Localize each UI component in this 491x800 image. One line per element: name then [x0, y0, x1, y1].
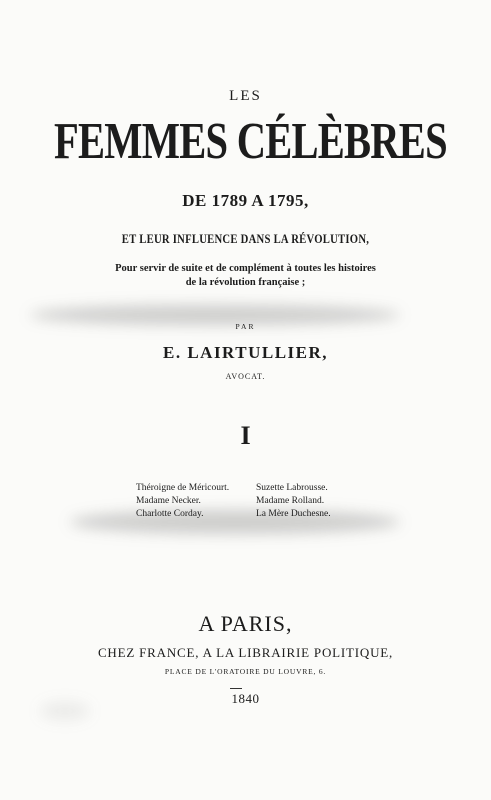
description-line: de la révolution française ; [185, 277, 306, 288]
contents-item: Madame Rolland. [256, 496, 325, 506]
publisher-address: PLACE DE L'ORATOIRE DU LOUVRE, 6. [164, 667, 327, 676]
title-article: LES [229, 88, 262, 104]
title-dates: DE 1789 A 1795, [182, 191, 309, 210]
by-label: PAR [235, 322, 256, 331]
description-line: Pour servir de suite et de complément à toutes les histoires [115, 263, 376, 274]
ink-smudge [70, 510, 400, 534]
publication-city: A PARIS, [198, 611, 293, 636]
subtitle: ET LEUR INFLUENCE DANS LA RÉVOLUTION, [121, 231, 370, 246]
contents-item: Suzette Labrousse. [256, 483, 328, 493]
author-profession: AVOCAT. [225, 372, 266, 381]
contents-item: La Mère Duchesne. [256, 509, 331, 519]
publisher: CHEZ FRANCE, A LA LIBRAIRIE POLITIQUE, [97, 645, 394, 660]
author-name: E. LAIRTULLIER, [162, 343, 329, 362]
contents-item: Madame Necker. [136, 496, 201, 506]
divider [230, 688, 242, 689]
contents-left-column [136, 482, 229, 521]
contents-item: Charlotte Corday. [136, 509, 204, 519]
volume-number: I [240, 421, 251, 450]
contents-right-column [256, 482, 331, 521]
main-title: FEMMES CÉLÈBRES [54, 113, 447, 170]
contents-item: Théroigne de Méricourt. [136, 483, 230, 493]
publication-year: 1840 [231, 691, 260, 706]
